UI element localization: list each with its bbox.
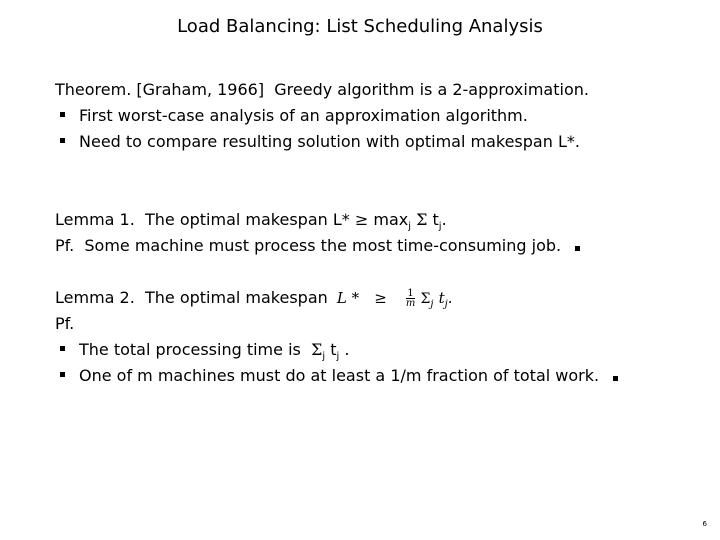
theorem-citation: [Graham, 1966] (136, 80, 265, 99)
lemma1-proof (55, 236, 580, 255)
theorem-line (55, 80, 589, 99)
lemma1-line (55, 210, 447, 232)
lemma2-bullet-1 (60, 340, 349, 362)
fraction-denominator: m (405, 298, 416, 309)
lemma2-statement-prefix: The optimal makespan (144, 288, 328, 307)
sum-symbol: Σ (311, 340, 323, 359)
sum-formula: Σ (420, 291, 431, 307)
sum-symbol: Σ (416, 210, 428, 229)
sum-subscript: j (430, 299, 434, 311)
theorem-bullet-1 (60, 106, 528, 125)
theorem-bullet-2 (60, 132, 580, 151)
lemma2-label: Lemma 2. (55, 288, 135, 307)
qed-square-icon (575, 246, 580, 251)
lemma2-bullet-1-prefix: The total processing time is (79, 340, 301, 359)
lemma1-end: . (441, 210, 447, 229)
lemma1-pf-text: Some machine must process the most time-consuming job. (84, 236, 562, 255)
max-subscript: j (408, 221, 412, 233)
slide-title: Load Balancing: List Scheduling Analysis (177, 16, 543, 37)
lemma2-bullet-1-end: . (344, 340, 350, 359)
qed-square-icon (613, 376, 618, 381)
theorem-label: Theorem. (55, 80, 132, 99)
bullet-square-icon (60, 372, 65, 377)
lemma2-line (55, 288, 452, 310)
fraction-numerator: 1 (407, 288, 414, 299)
theorem-bullet-2-text: Need to compare resulting solution with optimal makespan L*. (79, 132, 580, 151)
geq-symbol: ≥ (354, 210, 369, 229)
sum-subscript: j (322, 351, 326, 363)
theorem-bullet-1-text: First worst-case analysis of an approximation algorithm. (79, 106, 528, 125)
bullet-square-icon (60, 112, 65, 117)
lstar-formula: L * (336, 289, 360, 307)
lemma1-label: Lemma 1. (55, 210, 135, 229)
theorem-statement: Greedy algorithm is a 2-approximation. (274, 80, 589, 99)
bullet-square-icon (60, 346, 65, 351)
t-formula: t (438, 289, 445, 307)
lemma1-pf-label: Pf. (55, 236, 75, 255)
t-formula-subscript: j (444, 299, 448, 311)
lemma2-end: . (447, 289, 453, 307)
t-subscript: j (438, 221, 442, 233)
t-subscript: j (336, 351, 340, 363)
lemma2-bullet-2 (60, 366, 618, 385)
t-var: t (432, 210, 439, 229)
lemma1-statement-prefix: The optimal makespan L* (144, 210, 355, 229)
geq-formula: ≥ (374, 289, 387, 307)
page-number: 6 (702, 520, 707, 528)
fraction-1-over-m (406, 289, 415, 308)
max-text: max (373, 210, 409, 229)
lemma2-pf-label: Pf. (55, 314, 75, 333)
t-var: t (330, 340, 337, 359)
bullet-square-icon (60, 138, 65, 143)
lemma2-bullet-2-text: One of m machines must do at least a 1/m fraction of total work. (79, 366, 600, 385)
